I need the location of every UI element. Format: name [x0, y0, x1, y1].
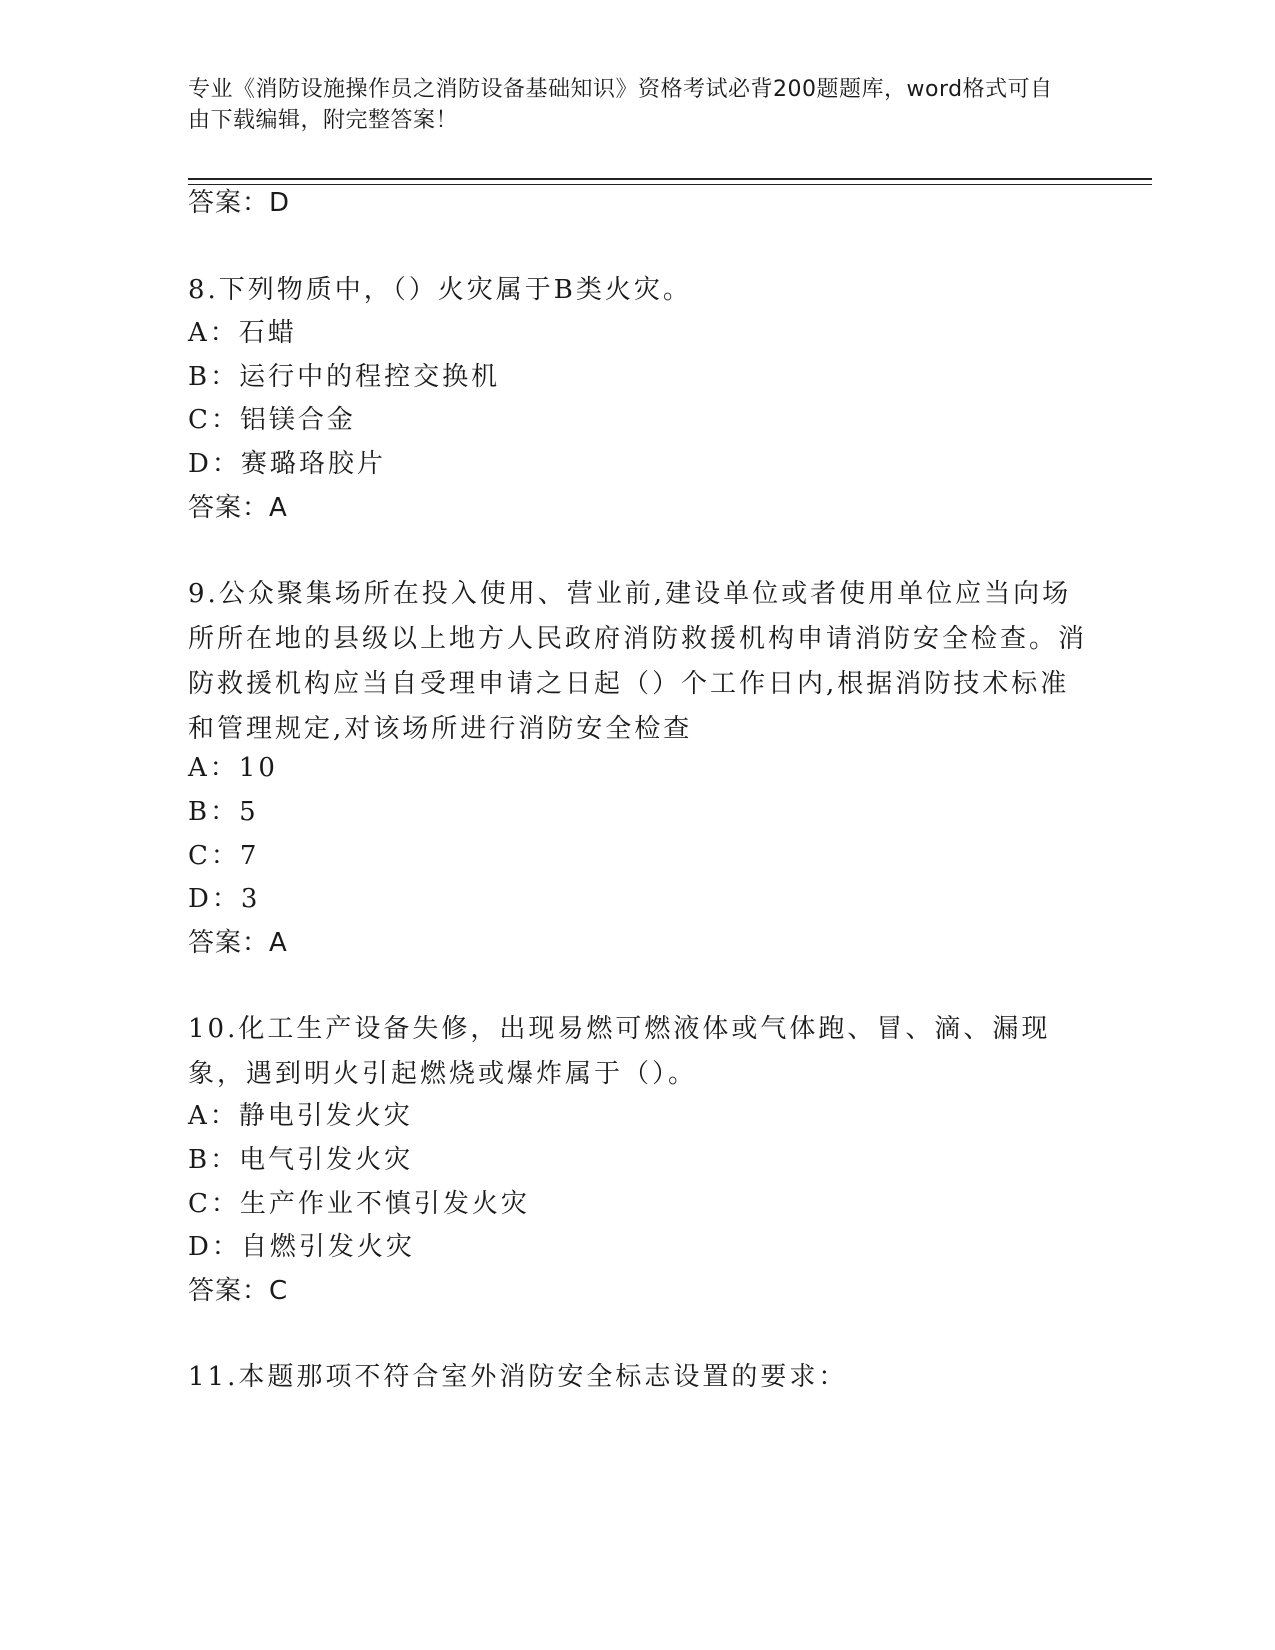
- question-9-answer: 答案：A: [188, 928, 288, 958]
- question-8-stem: 8.下列物质中，（）火灾属于B类火灾。: [188, 275, 692, 305]
- question-9-option-b: B：5: [188, 797, 259, 827]
- question-9-stem: 9.公众聚集场所在投入使用、营业前,建设单位或者使用单位应当向场所所在地的县级以上地方人民政府消防救援机构申请消防安全检查。消防救援机构应当自受理申请之日起（）个工作日内,根据消防技术标准和管理规定,对该场所进行消防安全检查: [188, 579, 1088, 744]
- question-10-option-a: A：静电引发火灾: [188, 1101, 413, 1131]
- question-9-option-d: D：3: [188, 884, 261, 914]
- question-10-option-b: B：电气引发火灾: [188, 1145, 414, 1175]
- question-9-option-a: A：10: [188, 753, 278, 783]
- header-rule-thin: [188, 184, 1152, 185]
- question-8-option-c: C：铝镁合金: [188, 405, 356, 435]
- answer-prev: 答案：D: [188, 188, 291, 218]
- question-10-answer: 答案：C: [188, 1276, 289, 1306]
- document-header: 专业《消防设施操作员之消防设备基础知识》资格考试必背200题题库，word格式可自由下载编辑，附完整答案！: [188, 77, 1053, 133]
- question-10-option-c: C：生产作业不慎引发火灾: [188, 1189, 530, 1219]
- question-8-option-b: B：运行中的程控交换机: [188, 362, 501, 392]
- header-rule-thick: [188, 178, 1152, 180]
- question-8-option-d: D：赛璐珞胶片: [188, 449, 386, 479]
- question-10-option-d: D：自燃引发火灾: [188, 1232, 415, 1262]
- question-9-option-c: C：7: [188, 841, 260, 871]
- question-10-stem: 10.化工生产设备失修，出现易燃可燃液体或气体跑、冒、滴、漏现象，遇到明火引起燃烧或爆炸属于（）。: [188, 1014, 1051, 1089]
- question-11-stem: 11.本题那项不符合室外消防安全标志设置的要求：: [188, 1362, 848, 1392]
- question-8-option-a: A：石蜡: [188, 318, 297, 348]
- question-8-answer: 答案：A: [188, 493, 288, 523]
